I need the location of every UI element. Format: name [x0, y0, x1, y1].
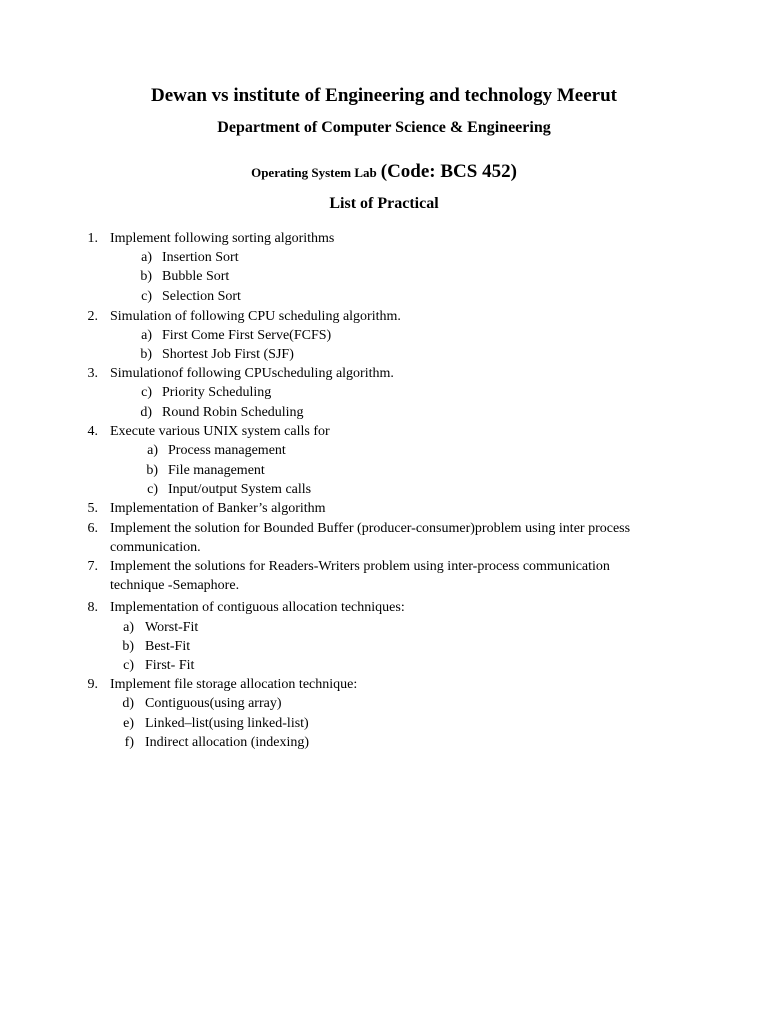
practical-number: 1.: [87, 231, 98, 246]
practical-text: Simulation of following CPU scheduling algorithm.: [110, 309, 401, 324]
sub-item-label: f): [124, 735, 134, 750]
sub-item-text: Bubble Sort: [162, 269, 230, 284]
practical-text: Simulationof following CPUscheduling algorithm.: [110, 366, 394, 381]
practical-number: 9.: [87, 677, 98, 692]
practical-text: Implement file storage allocation technique:: [110, 677, 358, 692]
sub-item-text: Worst-Fit: [145, 620, 199, 635]
practical-number: 4.: [87, 424, 98, 439]
lab-code: (Code: BCS 452): [380, 161, 517, 182]
sub-item-label: e): [123, 716, 134, 731]
sub-item-text: Shortest Job First (SJF): [162, 347, 294, 362]
sub-item-text: Best-Fit: [145, 639, 191, 654]
sub-item-text: File management: [168, 463, 265, 478]
sub-item-label: a): [147, 443, 158, 458]
practical-text: Implementation of Banker’s algorithm: [110, 501, 326, 516]
sub-item-text: Round Robin Scheduling: [162, 405, 304, 420]
lab-heading: [0, 161, 768, 183]
sub-item-text: Linked–list(using linked-list): [145, 716, 309, 731]
sub-item-text: First Come First Serve(FCFS): [162, 328, 332, 343]
lab-name: Operating System Lab: [251, 165, 377, 180]
sub-item-label: a): [123, 620, 134, 635]
sub-item-text: Priority Scheduling: [162, 385, 272, 400]
sub-item-label: b): [146, 463, 158, 478]
practical-text: technique -Semaphore.: [110, 578, 240, 593]
list-title: List of Practical: [329, 195, 439, 212]
practical-number: 3.: [87, 366, 98, 381]
sub-item-text: Contiguous(using array): [145, 696, 282, 711]
sub-item-text: Insertion Sort: [162, 250, 239, 265]
practical-number: 5.: [87, 501, 98, 516]
practical-text: Execute various UNIX system calls for: [110, 424, 330, 439]
institute-title: Dewan vs institute of Engineering and technology Meerut: [150, 85, 617, 106]
sub-item-text: Process management: [168, 443, 286, 458]
sub-item-label: c): [123, 658, 134, 673]
sub-item-text: First- Fit: [145, 658, 195, 673]
practical-text: Implementation of contiguous allocation techniques:: [110, 600, 405, 615]
sub-item-text: Selection Sort: [162, 289, 241, 304]
sub-item-label: b): [140, 269, 152, 284]
practical-text: Implement following sorting algorithms: [110, 231, 335, 246]
sub-item-label: b): [140, 347, 152, 362]
sub-item-label: a): [141, 250, 152, 265]
practical-number: 7.: [87, 559, 98, 574]
sub-item-label: b): [122, 639, 134, 654]
practical-text: communication.: [110, 540, 201, 555]
practical-text: Implement the solution for Bounded Buffer (producer-consumer)problem using inter process: [110, 521, 631, 536]
practical-text: Implement the solutions for Readers-Writers problem using inter-process communication: [110, 559, 610, 574]
practical-number: 6.: [87, 521, 98, 536]
practical-number: 2.: [87, 309, 98, 324]
department-title: Department of Computer Science & Engineering: [217, 119, 551, 136]
sub-item-text: Indirect allocation (indexing): [145, 735, 310, 750]
practical-number: 8.: [87, 600, 98, 615]
sub-item-label: a): [141, 328, 152, 343]
sub-item-text: Input/output System calls: [168, 482, 312, 497]
sub-item-label: d): [122, 696, 134, 711]
sub-item-label: c): [141, 289, 152, 304]
sub-item-label: d): [140, 405, 152, 420]
sub-item-label: c): [147, 482, 158, 497]
sub-item-label: c): [141, 385, 152, 400]
